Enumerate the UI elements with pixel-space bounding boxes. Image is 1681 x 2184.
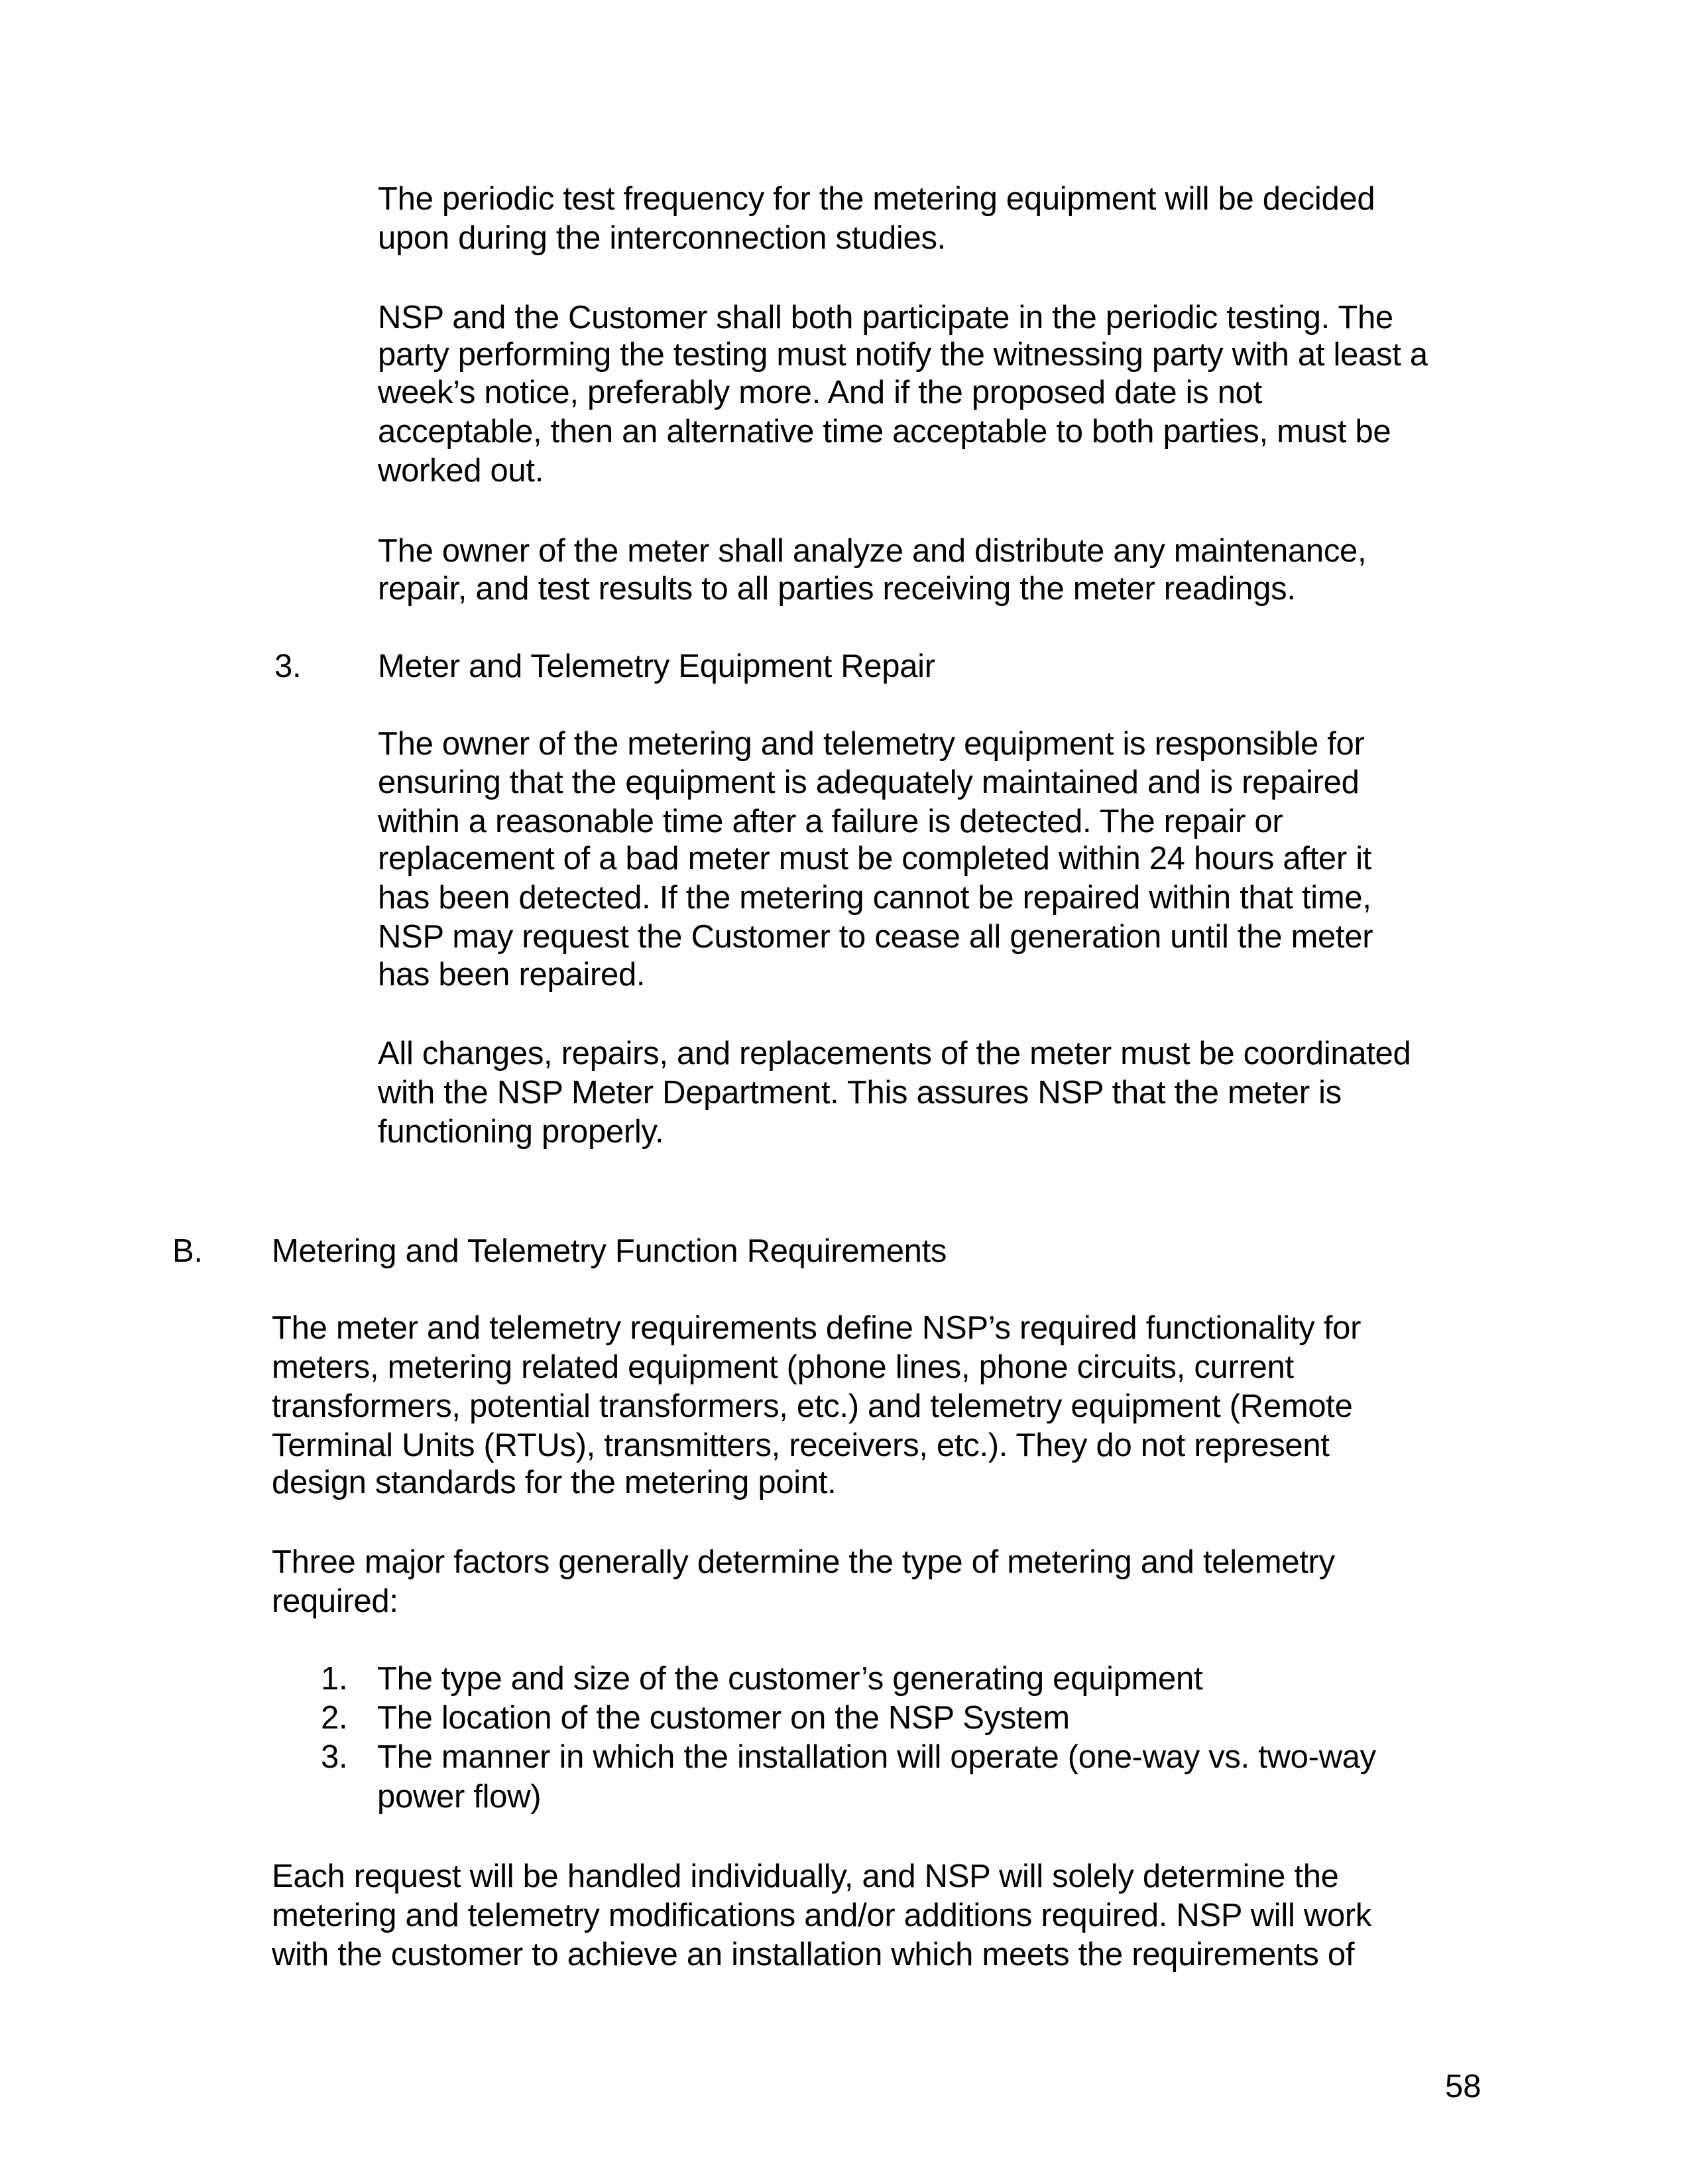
- list-item-number: 2.: [321, 1700, 348, 1736]
- page-number: 58: [1445, 2069, 1481, 2104]
- text-line: The meter and telemetry requirements define NSP’s required functionality for: [272, 1310, 1362, 1346]
- list-item-number: 3.: [321, 1739, 348, 1775]
- list-item-number: 1.: [321, 1661, 348, 1697]
- text-line: week’s notice, preferably more. And if the proposed date is not: [378, 375, 1262, 410]
- list-item-text: The manner in which the installation will operate (one-way vs. two-way: [377, 1739, 1376, 1775]
- text-line: All changes, repairs, and replacements of the meter must be coordinated: [378, 1036, 1411, 1071]
- text-line: party performing the testing must notify the witnessing party with at least a: [378, 337, 1428, 373]
- text-line: functioning properly.: [378, 1114, 664, 1150]
- heading-marker: B.: [172, 1233, 203, 1269]
- text-line: NSP may request the Customer to cease all generation until the meter: [378, 919, 1373, 955]
- text-line: replacement of a bad meter must be completed within 24 hours after it: [378, 841, 1372, 877]
- heading-marker: 3.: [274, 648, 302, 684]
- text-line: Three major factors generally determine the type of metering and telemetry: [272, 1544, 1335, 1580]
- text-line: worked out.: [378, 453, 544, 489]
- text-line: with the customer to achieve an installation which meets the requirements of: [272, 1937, 1355, 1972]
- text-line: upon during the interconnection studies.: [378, 220, 946, 256]
- text-line: The owner of the metering and telemetry equipment is responsible for: [378, 726, 1365, 762]
- text-line: The owner of the meter shall analyze and distribute any maintenance,: [378, 533, 1367, 569]
- list-item-text: The location of the customer on the NSP System: [377, 1700, 1070, 1736]
- text-line: required:: [272, 1583, 398, 1619]
- text-line: with the NSP Meter Department. This assures NSP that the meter is: [378, 1075, 1342, 1111]
- text-line: has been repaired.: [378, 957, 646, 993]
- text-line: The periodic test frequency for the metering equipment will be decided: [378, 181, 1375, 217]
- text-line: within a reasonable time after a failure is detected. The repair or: [378, 804, 1283, 839]
- text-line: acceptable, then an alternative time acceptable to both parties, must be: [378, 414, 1391, 450]
- text-line: ensuring that the equipment is adequately maintained and is repaired: [378, 764, 1360, 800]
- list-item-text: power flow): [377, 1779, 542, 1815]
- text-line: transformers, potential transformers, etc.) and telemetry equipment (Remote: [272, 1388, 1353, 1424]
- text-line: design standards for the metering point.: [272, 1465, 837, 1500]
- heading-title: Meter and Telemetry Equipment Repair: [378, 648, 935, 684]
- text-line: Each request will be handled individually, and NSP will solely determine the: [272, 1858, 1339, 1894]
- list-item-text: The type and size of the customer’s generating equipment: [377, 1661, 1203, 1697]
- text-line: repair, and test results to all parties receiving the meter readings.: [378, 571, 1296, 607]
- text-line: metering and telemetry modifications and/or additions required. NSP will work: [272, 1898, 1372, 1933]
- text-line: Terminal Units (RTUs), transmitters, receivers, etc.). They do not represent: [272, 1427, 1330, 1463]
- text-line: NSP and the Customer shall both participate in the periodic testing. The: [378, 300, 1393, 335]
- text-line: has been detected. If the metering cannot be repaired within that time,: [378, 880, 1371, 916]
- text-line: meters, metering related equipment (phone lines, phone circuits, current: [272, 1349, 1294, 1385]
- heading-title: Metering and Telemetry Function Requirements: [272, 1233, 947, 1269]
